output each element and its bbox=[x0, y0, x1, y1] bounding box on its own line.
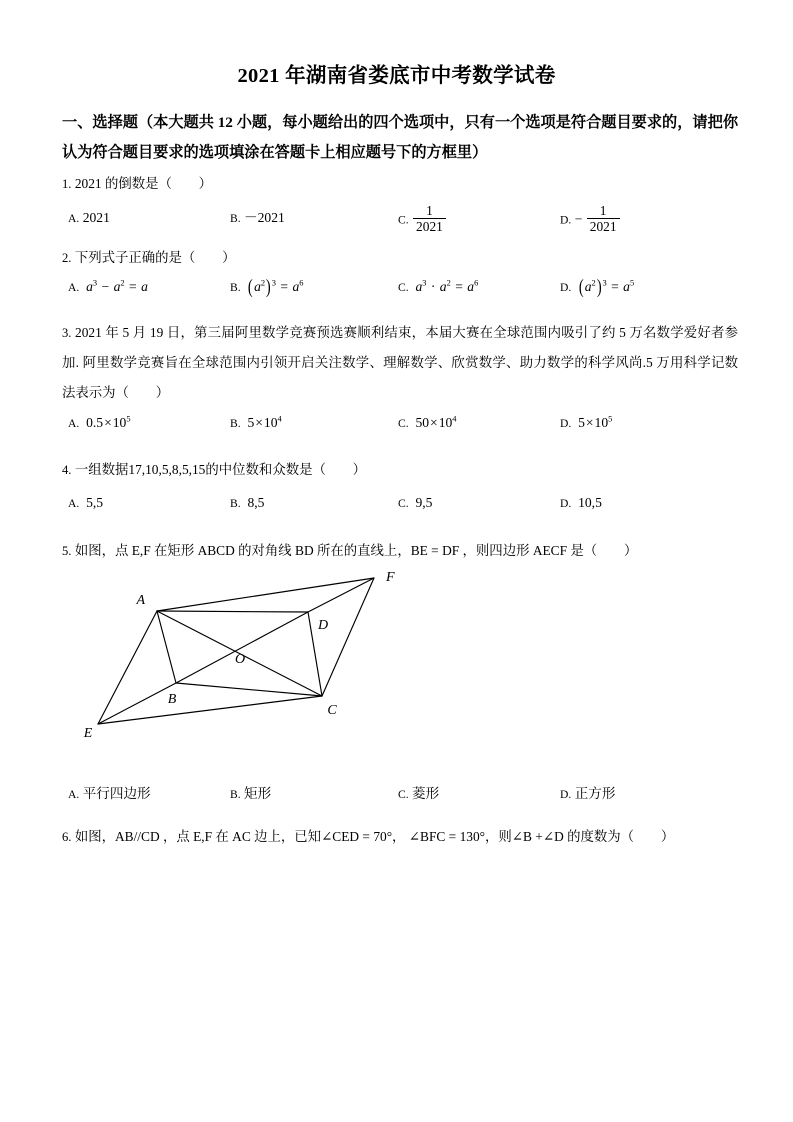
option-label: A. bbox=[68, 497, 80, 510]
option-label: B. bbox=[230, 212, 241, 225]
question-2-stem bbox=[62, 243, 738, 273]
question-6-stem bbox=[62, 822, 738, 852]
question-4-text-prefix: 一组数据 bbox=[74, 462, 129, 477]
segment-CF bbox=[322, 578, 374, 696]
option-mantissa: 5 bbox=[578, 415, 585, 430]
option-expression: $a^3 - a^2 = a$ bbox=[86, 277, 148, 294]
segment-AB bbox=[157, 611, 176, 683]
question-4-stem bbox=[62, 455, 738, 485]
option-label: A. bbox=[68, 212, 80, 225]
question-1-options bbox=[62, 203, 738, 237]
option-value: 2021 bbox=[82, 210, 110, 225]
figure-label-O: O bbox=[234, 652, 246, 667]
option-value: 5,5 bbox=[86, 495, 104, 510]
option-label: B. bbox=[230, 497, 241, 510]
fraction bbox=[413, 203, 446, 235]
question-5-number: 5. bbox=[62, 544, 72, 558]
fraction-numerator: 1 bbox=[599, 203, 607, 218]
option-label: C. bbox=[398, 281, 409, 294]
option-label: B. bbox=[230, 281, 241, 294]
section-heading bbox=[62, 108, 738, 168]
option-mantissa: 5 bbox=[247, 415, 255, 430]
segment-DA bbox=[157, 611, 308, 612]
figure-label-D: D bbox=[318, 618, 329, 633]
question-1-number: 1. bbox=[62, 177, 72, 191]
question-1-option-d[interactable] bbox=[560, 203, 621, 236]
option-label: C. bbox=[398, 417, 409, 430]
question-4-data: 17,10,5,8,5,15 bbox=[128, 462, 206, 477]
question-4-option-a[interactable] bbox=[68, 488, 103, 519]
option-expression: $(a^2)^3 = a^6$ bbox=[248, 276, 304, 298]
segment-EC bbox=[98, 696, 322, 724]
option-value: 9,5 bbox=[415, 495, 433, 510]
question-1-option-b[interactable] bbox=[230, 203, 285, 234]
figure-label-A: A bbox=[136, 593, 145, 608]
question-4-number: 4. bbox=[62, 463, 72, 477]
question-5-option-c[interactable] bbox=[398, 779, 439, 810]
option-label: D. bbox=[560, 497, 572, 510]
segment-BD bbox=[176, 612, 308, 683]
option-label: C. bbox=[398, 788, 409, 801]
section-heading-text: 一、选择题（本大题共 12 小题，每小题给出的四个选项中，只有一个选项是符合题目要求的，请把你认为符合题目要求的选项填涂在答题卡上相应题号下的方框里） bbox=[62, 114, 738, 161]
fraction-denominator: 2021 bbox=[413, 218, 446, 235]
question-5-text: 如图，点 E,F 在矩形 ABCD 的对角线 BD 所在的直线上，BE = DF ，则四边形 AECF 是（ ） bbox=[74, 543, 638, 558]
fraction-denominator: 2021 bbox=[587, 218, 620, 235]
question-2-options bbox=[62, 272, 738, 306]
question-3-option-a[interactable]: A. $0.5\times 10^5$ bbox=[68, 413, 131, 430]
option-value: 正方形 bbox=[574, 786, 616, 801]
option-label: A. bbox=[68, 788, 80, 801]
option-label: B. bbox=[230, 788, 241, 801]
question-3-options bbox=[62, 408, 738, 442]
option-label: B. bbox=[230, 417, 241, 430]
question-2-option-c[interactable] bbox=[398, 272, 478, 303]
option-value: －2021 bbox=[244, 210, 285, 225]
option-value: 菱形 bbox=[412, 786, 440, 801]
question-4-option-c[interactable] bbox=[398, 488, 432, 519]
question-3-stem bbox=[62, 318, 738, 408]
option-expression: $a^3 \cdot a^2 = a^6$ bbox=[415, 277, 479, 294]
option-exponent: 5 bbox=[126, 413, 131, 424]
option-exponent: 4 bbox=[452, 413, 457, 424]
question-4-text-suffix: 的中位数和众数是（ ） bbox=[205, 462, 367, 477]
option-label: D. bbox=[560, 281, 572, 294]
option-label: C. bbox=[398, 213, 409, 227]
fraction-numerator: 1 bbox=[426, 203, 433, 218]
option-value: 10,5 bbox=[578, 495, 602, 510]
option-label: A. bbox=[68, 417, 80, 430]
figure-label-B: B bbox=[167, 692, 177, 707]
question-3-option-c[interactable]: C. $50\times 10^4$ bbox=[398, 413, 457, 430]
question-1-text: 2021 的倒数是（ ） bbox=[74, 176, 213, 191]
option-value: 平行四边形 bbox=[82, 786, 151, 801]
page-title: 2021 年湖南省娄底市中考数学试卷 bbox=[237, 65, 556, 87]
option-label: C. bbox=[398, 497, 409, 510]
question-2-option-b[interactable] bbox=[230, 272, 304, 303]
option-label: D. bbox=[560, 788, 572, 801]
figure-label-E: E bbox=[83, 726, 93, 741]
figure-label-F: F bbox=[386, 570, 395, 585]
question-5-options bbox=[62, 779, 738, 813]
figure-label-C: C bbox=[327, 703, 337, 718]
question-1-option-a[interactable] bbox=[68, 203, 110, 234]
question-2-option-a[interactable] bbox=[68, 272, 148, 303]
segment-EB bbox=[98, 683, 176, 724]
question-4-options bbox=[62, 488, 738, 522]
option-expression: $(a^2)^3 = a^5$ bbox=[579, 276, 635, 298]
question-4-option-b[interactable] bbox=[230, 488, 264, 519]
question-3-option-d[interactable]: D. $5\times 10^5$ bbox=[560, 413, 613, 430]
question-3-text: 2021 年 5 月 19 日，第三届阿里数学竞赛预选赛顺利结束，本届大赛在全球范围内吸引了约 5 万名数学爱好者参加. 阿里数学竞赛旨在全球范围内引领开启关注数学、理解数学、欣赏数学、助力数学的科学风尚.5 万用科学记数法表示为（ ） bbox=[62, 325, 738, 400]
geometry-diagram bbox=[62, 560, 462, 760]
option-label: A. bbox=[68, 281, 80, 294]
option-label: D. bbox=[560, 417, 572, 430]
option-value: 8,5 bbox=[247, 495, 265, 510]
fraction bbox=[587, 203, 620, 235]
question-5-figure bbox=[62, 560, 462, 760]
question-1-option-c[interactable] bbox=[398, 203, 447, 236]
segment-AE bbox=[98, 611, 157, 724]
question-5-option-a[interactable] bbox=[68, 779, 151, 810]
question-2-number: 2. bbox=[62, 251, 72, 265]
question-1-stem bbox=[62, 169, 738, 199]
question-6-text: 如图，AB//CD ，点 E,F 在 AC 边上，已知∠CED = 70°， ∠BFC = 130°，则∠B +∠D 的度数为（ ） bbox=[74, 829, 675, 844]
option-mantissa: 50 bbox=[415, 415, 430, 430]
question-3-number: 3. bbox=[62, 326, 72, 340]
question-5-option-b[interactable] bbox=[230, 779, 271, 810]
option-exponent: 5 bbox=[608, 413, 613, 424]
question-5-option-d[interactable] bbox=[560, 779, 615, 810]
option-mantissa: 0.5 bbox=[86, 415, 104, 430]
question-3-option-b[interactable]: B. $5\times 10^4$ bbox=[230, 413, 282, 430]
question-2-option-d[interactable] bbox=[560, 272, 634, 303]
option-label: D. bbox=[560, 213, 572, 227]
fraction-sign: − bbox=[574, 211, 583, 227]
option-exponent: 4 bbox=[277, 413, 282, 424]
option-value: 矩形 bbox=[244, 786, 272, 801]
question-4-option-d[interactable] bbox=[560, 488, 602, 519]
question-6-number: 6. bbox=[62, 830, 72, 844]
question-2-text: 下列式子正确的是（ ） bbox=[74, 250, 236, 265]
